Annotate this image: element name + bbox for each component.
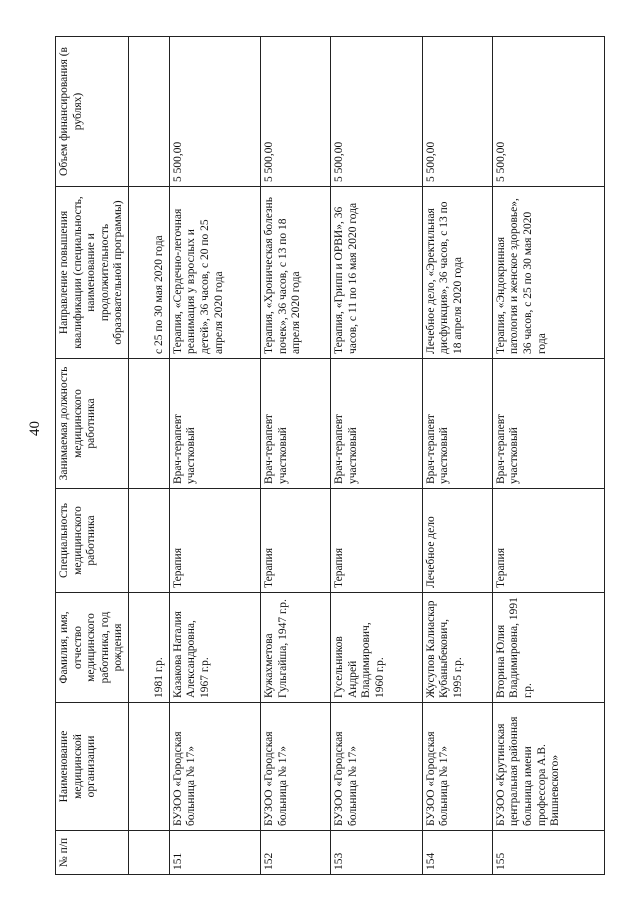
cell-position: Врач-терапевт участковый: [492, 359, 604, 489]
cell-num: 154: [422, 831, 492, 875]
table-row: [422, 37, 492, 875]
cell-position: Врач-терапевт участковый: [331, 359, 422, 489]
header-position: Занимаемая должность медицинского работника: [56, 359, 129, 489]
cell-num: 153: [331, 831, 422, 875]
cell-spec: Лечебное дело: [422, 489, 492, 593]
cell-sum: 5 500,00: [331, 37, 422, 187]
cont-sum: [128, 37, 169, 187]
cell-spec: Терапия: [492, 489, 604, 593]
cell-course: Терапия, «Хроническая болезнь почек», 36 часов, с 13 по 18 апреля 2020 года: [261, 187, 331, 359]
cont-num: [128, 831, 169, 875]
cell-org: БУЗОО «Городская больница № 17»: [422, 703, 492, 831]
table-row: [169, 37, 260, 875]
header-sum: Объем финансирования (в рублях): [56, 37, 129, 187]
continuation-row: [128, 37, 169, 875]
cell-course: Лечебное дело, «Эректильная дисфункция», 36 часов, с 13 по 18 апреля 2020 года: [422, 187, 492, 359]
cell-sum: 5 500,00: [169, 37, 260, 187]
cell-org: БУЗОО «Городская больница № 17»: [261, 703, 331, 831]
cell-name: Вторина Юлия Владимировна, 1991 г.р.: [492, 593, 604, 703]
table-header-row: [56, 37, 129, 875]
cell-course: Терапия, «Грипп и ОРВИ», 36 часов, с 11 по 16 мая 2020 года: [331, 187, 422, 359]
cell-spec: Терапия: [331, 489, 422, 593]
cont-position: [128, 359, 169, 489]
cell-org: БУЗОО «Городская больница № 17»: [331, 703, 422, 831]
cell-sum: 5 500,00: [492, 37, 604, 187]
cell-position: Врач-терапевт участковый: [261, 359, 331, 489]
cell-position: Врач-терапевт участковый: [169, 359, 260, 489]
cell-spec: Терапия: [261, 489, 331, 593]
header-course: Направление повышения квалификации (специальность, наименование и продолжительность образовательной программы): [56, 187, 129, 359]
cell-num: 155: [492, 831, 604, 875]
cont-spec: [128, 489, 169, 593]
cell-sum: 5 500,00: [261, 37, 331, 187]
cell-num: 151: [169, 831, 260, 875]
cell-org: БУЗОО «Городская больница № 17»: [169, 703, 260, 831]
cont-name: 1981 г.р.: [128, 593, 169, 703]
table-row: [492, 37, 604, 875]
cell-name: Жусупов Калиаскар Кубаныбекович, 1995 г.р.: [422, 593, 492, 703]
cell-name: Гусельников Андрей Владимирович, 1960 г.р.: [331, 593, 422, 703]
cont-org: [128, 703, 169, 831]
cell-sum: 5 500,00: [422, 37, 492, 187]
cell-course: Терапия, «Эндокринная патология и женское здоровье», 36 часов, с 25 по 30 мая 2020 года: [492, 187, 604, 359]
cont-course: с 25 по 30 мая 2020 года: [128, 187, 169, 359]
page-number: 40: [27, 421, 43, 436]
cell-org: БУЗОО «Крутинская центральная районная больница имени профессора А.В. Вишневского»: [492, 703, 604, 831]
header-num: № п/п: [56, 831, 129, 875]
header-spec: Специальность медицинского работника: [56, 489, 129, 593]
table-row: [331, 37, 422, 875]
cell-name: Казакова Наталия Александровна, 1967 г.р.: [169, 593, 260, 703]
header-name: Фамилия, имя, отчество медицинского работника, год рождения: [56, 593, 129, 703]
cell-name: Кужахметова Гульгайша, 1947 г.р.: [261, 593, 331, 703]
cell-course: Терапия, «Сердечно-легочная реанимация у взрослых и детей», 36 часов, с 20 по 25 апреля 2020 года: [169, 187, 260, 359]
rotated-table-container: [55, 37, 605, 875]
header-org: Наименование медицинской организации: [56, 703, 129, 831]
cell-spec: Терапия: [169, 489, 260, 593]
table-row: [261, 37, 331, 875]
cell-position: Врач-терапевт участковый: [422, 359, 492, 489]
cell-num: 152: [261, 831, 331, 875]
training-table: [55, 36, 605, 875]
